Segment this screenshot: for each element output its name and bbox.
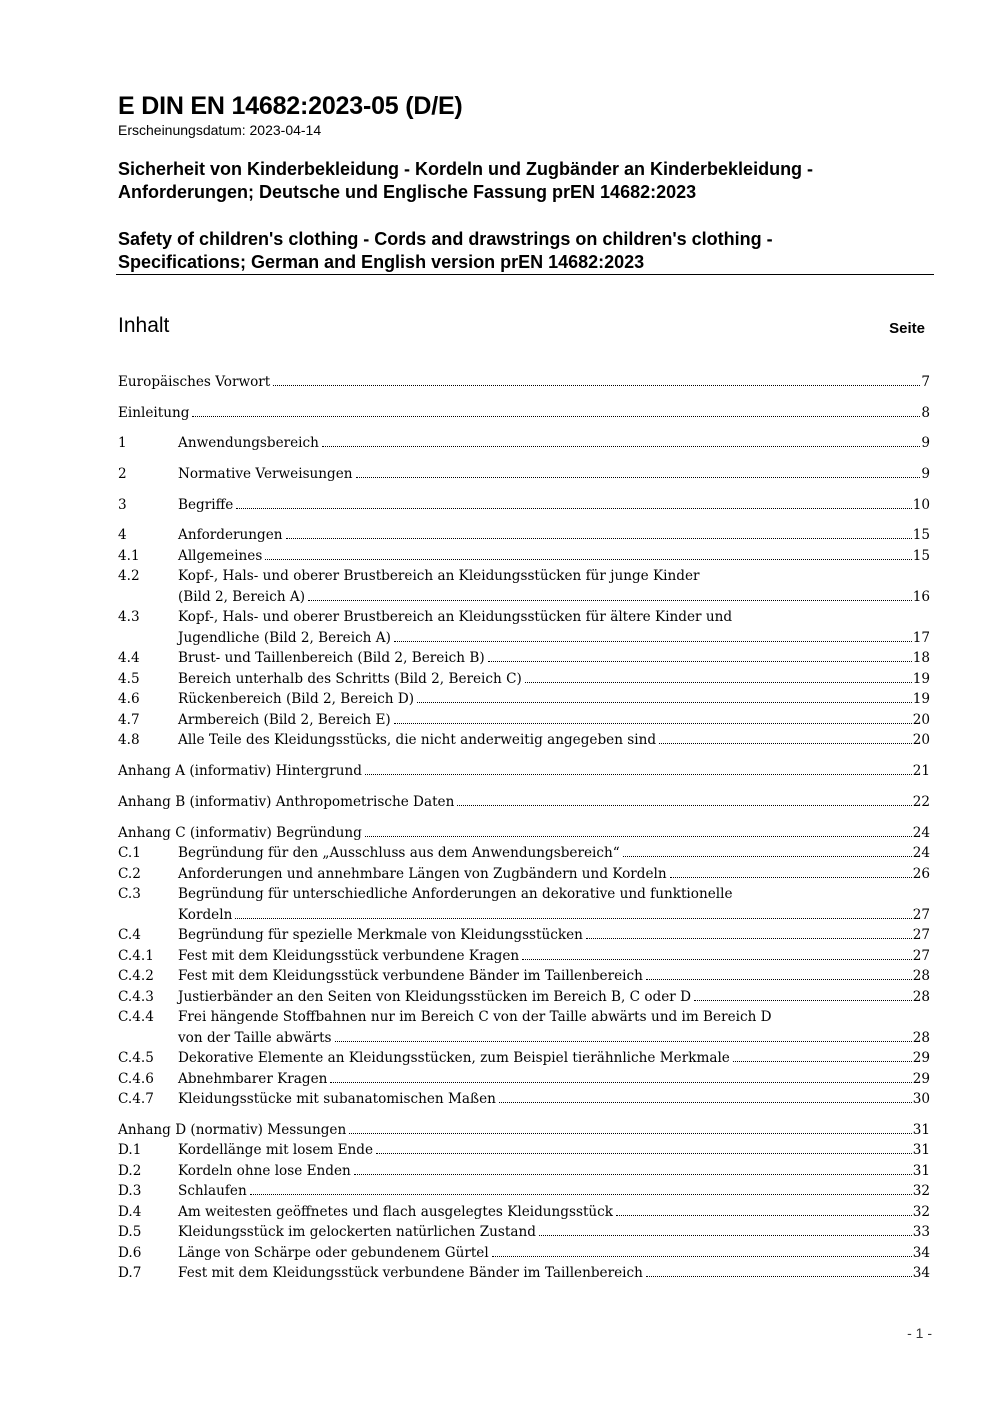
toc-entry-body [118, 792, 930, 813]
toc-entry-page: 34 [912, 1265, 930, 1282]
toc-entry-title-line [178, 669, 930, 690]
toc-entry[interactable] [118, 946, 930, 967]
toc-dot-leader [322, 446, 920, 447]
toc-entry-page: 8 [921, 404, 930, 421]
toc-entry-number: 4.3 [118, 609, 140, 626]
title-german-line-1: Sicherheit von Kinderbekleidung - Kordeln und Zugbänder an Kinderbekleidung - [118, 159, 814, 179]
toc-dot-leader [365, 836, 912, 837]
toc-entry-page: 24 [912, 824, 930, 841]
toc-entry-title-line [178, 607, 930, 628]
toc-entry-body [178, 925, 930, 946]
toc-entry-title-line [178, 987, 930, 1008]
toc-entry-number: C.4.4 [118, 1009, 154, 1025]
toc-dot-leader [616, 1215, 912, 1216]
toc-dot-leader [492, 1256, 912, 1257]
toc-entry-body [178, 1048, 930, 1069]
toc-entry-number: C.4.1 [118, 947, 154, 964]
toc-entry[interactable] [118, 607, 930, 648]
publication-date: Erscheinungsdatum: 2023-04-14 [118, 122, 322, 138]
toc-entry-title-line [178, 946, 930, 967]
toc-heading: Inhalt [118, 314, 170, 337]
toc-entry-page: 24 [912, 845, 930, 861]
toc-entry-number: C.1 [118, 845, 141, 861]
toc-entry-title-line [178, 710, 930, 731]
toc-entry-title-line [178, 1181, 930, 1202]
toc-dot-leader [488, 661, 912, 662]
toc-dot-leader [330, 1082, 911, 1083]
toc-entry-number: C.4 [118, 927, 141, 943]
toc-entry-title: Am weitesten geöffnetes und flach ausgelegtes Kleidungsstück [178, 1203, 614, 1220]
toc-entry-number: 4.6 [118, 691, 140, 708]
toc-entry-body [178, 689, 930, 710]
toc-entry-body [178, 1069, 930, 1090]
toc-entry[interactable] [118, 966, 930, 987]
toc-entry-title-line [178, 587, 930, 608]
table-of-contents [118, 372, 930, 1284]
toc-entry-body [178, 525, 930, 546]
toc-entry-page: 9 [921, 466, 930, 483]
toc-entry[interactable] [118, 1007, 930, 1048]
toc-dot-leader [365, 774, 912, 775]
toc-entry-page: 33 [912, 1224, 930, 1241]
toc-dot-leader [376, 1153, 912, 1154]
toc-entry[interactable] [118, 1140, 930, 1161]
toc-entry-body [178, 1007, 930, 1048]
toc-dot-leader [646, 1276, 912, 1277]
toc-entry-title-line [178, 864, 930, 885]
toc-entry-title: Bereich unterhalb des Schritts (Bild 2, Bereich C) [178, 670, 522, 687]
toc-dot-leader [192, 416, 920, 417]
toc-entry-title-line [178, 525, 930, 546]
toc-entry-title: Jugendliche (Bild 2, Bereich A) [178, 629, 391, 646]
toc-entry-body [178, 864, 930, 885]
toc-entry-number: 4 [118, 527, 127, 544]
toc-entry-title-line [178, 730, 930, 751]
toc-entry-body [178, 946, 930, 967]
toc-entry-number: 4.2 [118, 568, 140, 585]
toc-entry-title: Armbereich (Bild 2, Bereich E) [178, 711, 391, 728]
toc-entry-title: Europäisches Vorwort [118, 374, 271, 390]
toc-entry-title-line [178, 1028, 930, 1049]
toc-entry-title: Dekorative Elemente an Kleidungsstücken, zum Beispiel tierähnliche Merkmale [178, 1050, 730, 1066]
toc-entry-title-line [178, 628, 930, 649]
document-id: E DIN EN 14682:2023-05 (D/E) [118, 92, 463, 120]
toc-entry-title: Alle Teile des Kleidungsstücks, die nicht anderweitig angegeben sind [178, 732, 657, 749]
toc-entry-body [178, 1263, 930, 1284]
toc-entry-number: 1 [118, 435, 127, 452]
toc-entry-page: 20 [912, 711, 930, 728]
toc-entry-body [178, 710, 930, 731]
toc-entry-title: Fest mit dem Kleidungsstück verbundene Kragen [178, 947, 520, 964]
toc-entry-number: C.4.2 [118, 968, 154, 984]
toc-entry[interactable] [118, 1048, 930, 1069]
toc-entry-number: 4.1 [118, 547, 140, 564]
toc-entry-title-line [178, 1069, 930, 1090]
toc-entry-title-line [178, 1007, 930, 1028]
toc-entry-title: Kleidungsstücke mit subanatomischen Maßen [178, 1091, 496, 1107]
toc-dot-leader [694, 1000, 912, 1001]
toc-entry-body [118, 1120, 930, 1141]
toc-dot-leader [499, 1102, 912, 1103]
toc-entry-page: 29 [912, 1070, 930, 1087]
toc-entry[interactable] [118, 730, 930, 751]
title-english-line-1: Safety of children's clothing - Cords and drawstrings on children's clothing - [118, 229, 773, 249]
toc-entry-number: D.2 [118, 1162, 142, 1179]
toc-dot-leader [356, 477, 921, 478]
toc-entry-title: Kopf-, Hals- und oberer Brustbereich an Kleidungsstücken für ältere Kinder und [178, 609, 733, 626]
toc-entry-title-line [178, 1222, 930, 1243]
toc-entry-title: Kleidungsstück im gelockerten natürlichen Zustand [178, 1224, 536, 1241]
title-german-line-2: Anforderungen; Deutsche und Englische Fassung prEN 14682:2023 [118, 182, 697, 202]
toc-entry-page: 31 [912, 1162, 930, 1179]
toc-entry-title: Abnehmbarer Kragen [178, 1070, 328, 1087]
toc-entry-body [178, 884, 930, 925]
toc-entry-title: Allgemeines [178, 547, 263, 564]
toc-entry-body [178, 1140, 930, 1161]
toc-dot-leader [354, 1174, 912, 1175]
toc-entry[interactable] [118, 546, 930, 567]
toc-entry-title-line [178, 905, 930, 926]
toc-entry-page: 27 [912, 927, 930, 943]
toc-entry-title: Anhang D (normativ) Messungen [118, 1121, 347, 1138]
toc-dot-leader [236, 508, 911, 509]
toc-entry-title-line [178, 495, 930, 516]
toc-entry-page: 21 [912, 763, 930, 780]
toc-dot-leader [586, 938, 912, 939]
toc-entry[interactable] [118, 433, 930, 454]
toc-entry-title: Justierbänder an den Seiten von Kleidungsstücken im Bereich B, C oder D [178, 988, 692, 1005]
toc-entry-body [178, 566, 930, 607]
toc-entry-body [118, 823, 930, 844]
toc-entry-body [178, 1089, 930, 1110]
toc-entry-number: C.4.7 [118, 1091, 154, 1107]
page-number: - 1 - [907, 1325, 932, 1341]
toc-entry[interactable] [118, 925, 930, 946]
toc-entry-number: 4.7 [118, 711, 140, 728]
toc-dot-leader [670, 877, 912, 878]
toc-entry-title: Kopf-, Hals- und oberer Brustbereich an Kleidungsstücken für junge Kinder [178, 568, 700, 585]
toc-dot-leader [250, 1194, 912, 1195]
toc-dot-leader [335, 1041, 912, 1042]
toc-entry-page: 29 [912, 1050, 930, 1066]
toc-page-column-heading: Seite [889, 320, 925, 337]
toc-entry-body [178, 464, 930, 485]
toc-entry-title: von der Taille abwärts [178, 1029, 332, 1046]
toc-entry[interactable] [118, 495, 930, 516]
toc-entry-page: 32 [912, 1183, 930, 1200]
toc-entry-body [178, 1181, 930, 1202]
toc-entry-page: 32 [912, 1203, 930, 1220]
toc-entry-body [118, 403, 930, 424]
toc-entry-number: C.4.3 [118, 988, 154, 1005]
toc-entry-page: 28 [912, 968, 930, 984]
toc-entry[interactable] [118, 1120, 930, 1141]
toc-entry-title: Fest mit dem Kleidungsstück verbundene Bänder im Taillenbereich [178, 968, 643, 984]
toc-entry[interactable] [118, 525, 930, 546]
toc-entry-title-line [178, 925, 930, 946]
toc-entry-title: Anhang A (informativ) Hintergrund [118, 763, 362, 780]
toc-entry-number: 4.4 [118, 650, 140, 667]
toc-dot-leader [286, 538, 912, 539]
toc-entry-title: Anforderungen und annehmbare Längen von Zugbändern und Kordeln [178, 865, 667, 882]
toc-entry-page: 20 [912, 732, 930, 749]
toc-entry-title-line [118, 761, 930, 782]
toc-entry-page: 17 [912, 629, 930, 646]
toc-entry-title: Begründung für spezielle Merkmale von Kleidungsstücken [178, 927, 583, 943]
toc-dot-leader [417, 702, 912, 703]
toc-entry-body [178, 987, 930, 1008]
toc-entry-title: Anforderungen [178, 527, 283, 544]
toc-dot-leader [457, 805, 911, 806]
toc-entry-title-line [178, 546, 930, 567]
toc-entry-body [178, 607, 930, 648]
toc-entry-title-line [178, 566, 930, 587]
toc-entry-title-line [118, 1120, 930, 1141]
toc-entry[interactable] [118, 403, 930, 424]
toc-entry[interactable] [118, 1202, 930, 1223]
toc-entry-title-line [118, 823, 930, 844]
toc-entry-title-line [178, 1202, 930, 1223]
toc-entry-title-line [178, 433, 930, 454]
toc-entry-page: 26 [912, 865, 930, 882]
toc-entry-title: Länge von Schärpe oder gebundenem Gürtel [178, 1244, 489, 1261]
toc-entry-page: 30 [912, 1091, 930, 1107]
toc-dot-leader [349, 1133, 911, 1134]
toc-entry-page: 10 [912, 496, 930, 513]
toc-entry[interactable] [118, 1181, 930, 1202]
toc-entry[interactable] [118, 1222, 930, 1243]
toc-entry-number: C.4.6 [118, 1070, 154, 1087]
toc-entry-title: Kordellänge mit losem Ende [178, 1142, 374, 1159]
toc-dot-leader [394, 641, 912, 642]
toc-dot-leader [659, 743, 912, 744]
toc-entry-title-line [178, 1140, 930, 1161]
toc-entry[interactable] [118, 792, 930, 813]
toc-entry[interactable] [118, 823, 930, 844]
toc-entry-page: 27 [912, 906, 930, 923]
toc-entry-body [178, 966, 930, 987]
toc-entry-page: 18 [912, 650, 930, 667]
toc-entry[interactable] [118, 372, 930, 393]
toc-entry[interactable] [118, 1161, 930, 1182]
toc-dot-leader [235, 918, 911, 919]
toc-entry-page: 19 [912, 691, 930, 708]
toc-entry-number: C.4.5 [118, 1050, 154, 1066]
toc-entry-title: Frei hängende Stoffbahnen nur im Bereich C von der Taille abwärts und im Bereich D [178, 1009, 772, 1025]
toc-entry-page: 27 [912, 947, 930, 964]
toc-entry-title: Rückenbereich (Bild 2, Bereich D) [178, 691, 415, 708]
toc-entry-title-line [178, 1263, 930, 1284]
toc-entry-title: Fest mit dem Kleidungsstück verbundene Bänder im Taillenbereich [178, 1265, 643, 1282]
toc-entry-page: 9 [921, 435, 930, 452]
toc-entry[interactable] [118, 1069, 930, 1090]
toc-entry-page: 28 [912, 1029, 930, 1046]
toc-entry-title: Schlaufen [178, 1183, 247, 1200]
toc-entry-number: D.1 [118, 1142, 142, 1159]
toc-entry-body [178, 546, 930, 567]
toc-entry-title: Begründung für unterschiedliche Anforderungen an dekorative und funktionelle [178, 886, 733, 902]
toc-entry-body [118, 372, 930, 393]
toc-entry-title-line [178, 966, 930, 987]
toc-entry-title: Begriffe [178, 496, 234, 513]
toc-entry-page: 19 [912, 670, 930, 687]
toc-entry[interactable] [118, 689, 930, 710]
toc-entry[interactable] [118, 464, 930, 485]
toc-entry[interactable] [118, 884, 930, 925]
toc-entry-title: Brust- und Taillenbereich (Bild 2, Bereich B) [178, 650, 485, 667]
toc-dot-leader [273, 385, 920, 386]
toc-dot-leader [265, 559, 911, 560]
toc-entry-page: 31 [912, 1142, 930, 1159]
toc-entry-number: 4.5 [118, 670, 140, 687]
toc-entry[interactable] [118, 710, 930, 731]
toc-entry-page: 15 [912, 527, 930, 544]
toc-dot-leader [525, 682, 912, 683]
toc-entry-title-line [118, 792, 930, 813]
toc-entry-body [178, 1161, 930, 1182]
toc-entry-title: Anwendungsbereich [178, 435, 319, 452]
toc-entry-number: D.6 [118, 1244, 142, 1261]
toc-entry[interactable] [118, 843, 930, 864]
toc-entry-title-line [118, 403, 930, 424]
toc-entry-body [178, 433, 930, 454]
toc-entry-title-line [178, 843, 930, 864]
toc-entry[interactable] [118, 1243, 930, 1264]
toc-entry-page: 15 [912, 547, 930, 564]
toc-entry[interactable] [118, 648, 930, 669]
toc-entry-number: D.4 [118, 1203, 142, 1220]
toc-entry-number: 3 [118, 496, 127, 513]
toc-entry-page: 16 [912, 588, 930, 605]
toc-entry-title-line [178, 464, 930, 485]
toc-entry-number: C.3 [118, 886, 141, 902]
toc-entry-title-line [178, 1243, 930, 1264]
toc-entry-title: Kordeln ohne lose Enden [178, 1162, 351, 1179]
toc-entry-page: 7 [921, 374, 930, 390]
toc-entry-title-line [178, 1089, 930, 1110]
toc-entry-number: 2 [118, 466, 127, 483]
toc-entry-page: 28 [912, 988, 930, 1005]
toc-entry-page: 22 [912, 793, 930, 810]
toc-entry-title-line [118, 372, 930, 393]
toc-entry-body [178, 495, 930, 516]
toc-entry[interactable] [118, 1089, 930, 1110]
toc-entry-body [178, 1243, 930, 1264]
toc-entry-title: Begründung für den „Ausschluss aus dem Anwendungsbereich“ [178, 845, 620, 861]
toc-entry-body [118, 761, 930, 782]
toc-entry[interactable] [118, 761, 930, 782]
toc-entry[interactable] [118, 1263, 930, 1284]
toc-dot-leader [623, 856, 912, 857]
header-divider [116, 274, 934, 275]
toc-entry-number: 4.8 [118, 732, 140, 749]
toc-dot-leader [522, 959, 912, 960]
toc-entry-title-line [178, 884, 930, 905]
toc-entry-title: Anhang C (informativ) Begründung [118, 824, 362, 841]
toc-entry-number: D.7 [118, 1265, 142, 1282]
toc-entry-number: C.2 [118, 865, 141, 882]
toc-dot-leader [733, 1061, 912, 1062]
toc-entry-title: Kordeln [178, 906, 233, 923]
toc-entry-title-line [178, 689, 930, 710]
toc-entry-title: Normative Verweisungen [178, 466, 353, 483]
toc-entry[interactable] [118, 669, 930, 690]
title-english [118, 228, 918, 274]
toc-entry-number: D.3 [118, 1183, 142, 1200]
toc-entry-title-line [178, 648, 930, 669]
toc-entry[interactable] [118, 987, 930, 1008]
toc-entry-body [178, 669, 930, 690]
toc-entry-title-line [178, 1161, 930, 1182]
toc-dot-leader [646, 979, 912, 980]
toc-entry-body [178, 1222, 930, 1243]
toc-entry-title: Einleitung [118, 404, 190, 421]
title-german [118, 158, 918, 204]
toc-entry-page: 34 [912, 1244, 930, 1261]
toc-entry-title: (Bild 2, Bereich A) [178, 588, 306, 605]
toc-entry[interactable] [118, 566, 930, 607]
toc-entry-body [178, 1202, 930, 1223]
toc-dot-leader [308, 600, 912, 601]
toc-dot-leader [539, 1235, 912, 1236]
toc-entry[interactable] [118, 864, 930, 885]
toc-entry-body [178, 730, 930, 751]
toc-entry-body [178, 843, 930, 864]
toc-entry-body [178, 648, 930, 669]
toc-entry-title-line [178, 1048, 930, 1069]
toc-entry-title: Anhang B (informativ) Anthropometrische Daten [118, 793, 455, 810]
title-english-line-2: Specifications; German and English version prEN 14682:2023 [118, 252, 645, 272]
toc-entry-page: 31 [912, 1121, 930, 1138]
toc-dot-leader [394, 723, 912, 724]
toc-entry-number: D.5 [118, 1224, 142, 1241]
